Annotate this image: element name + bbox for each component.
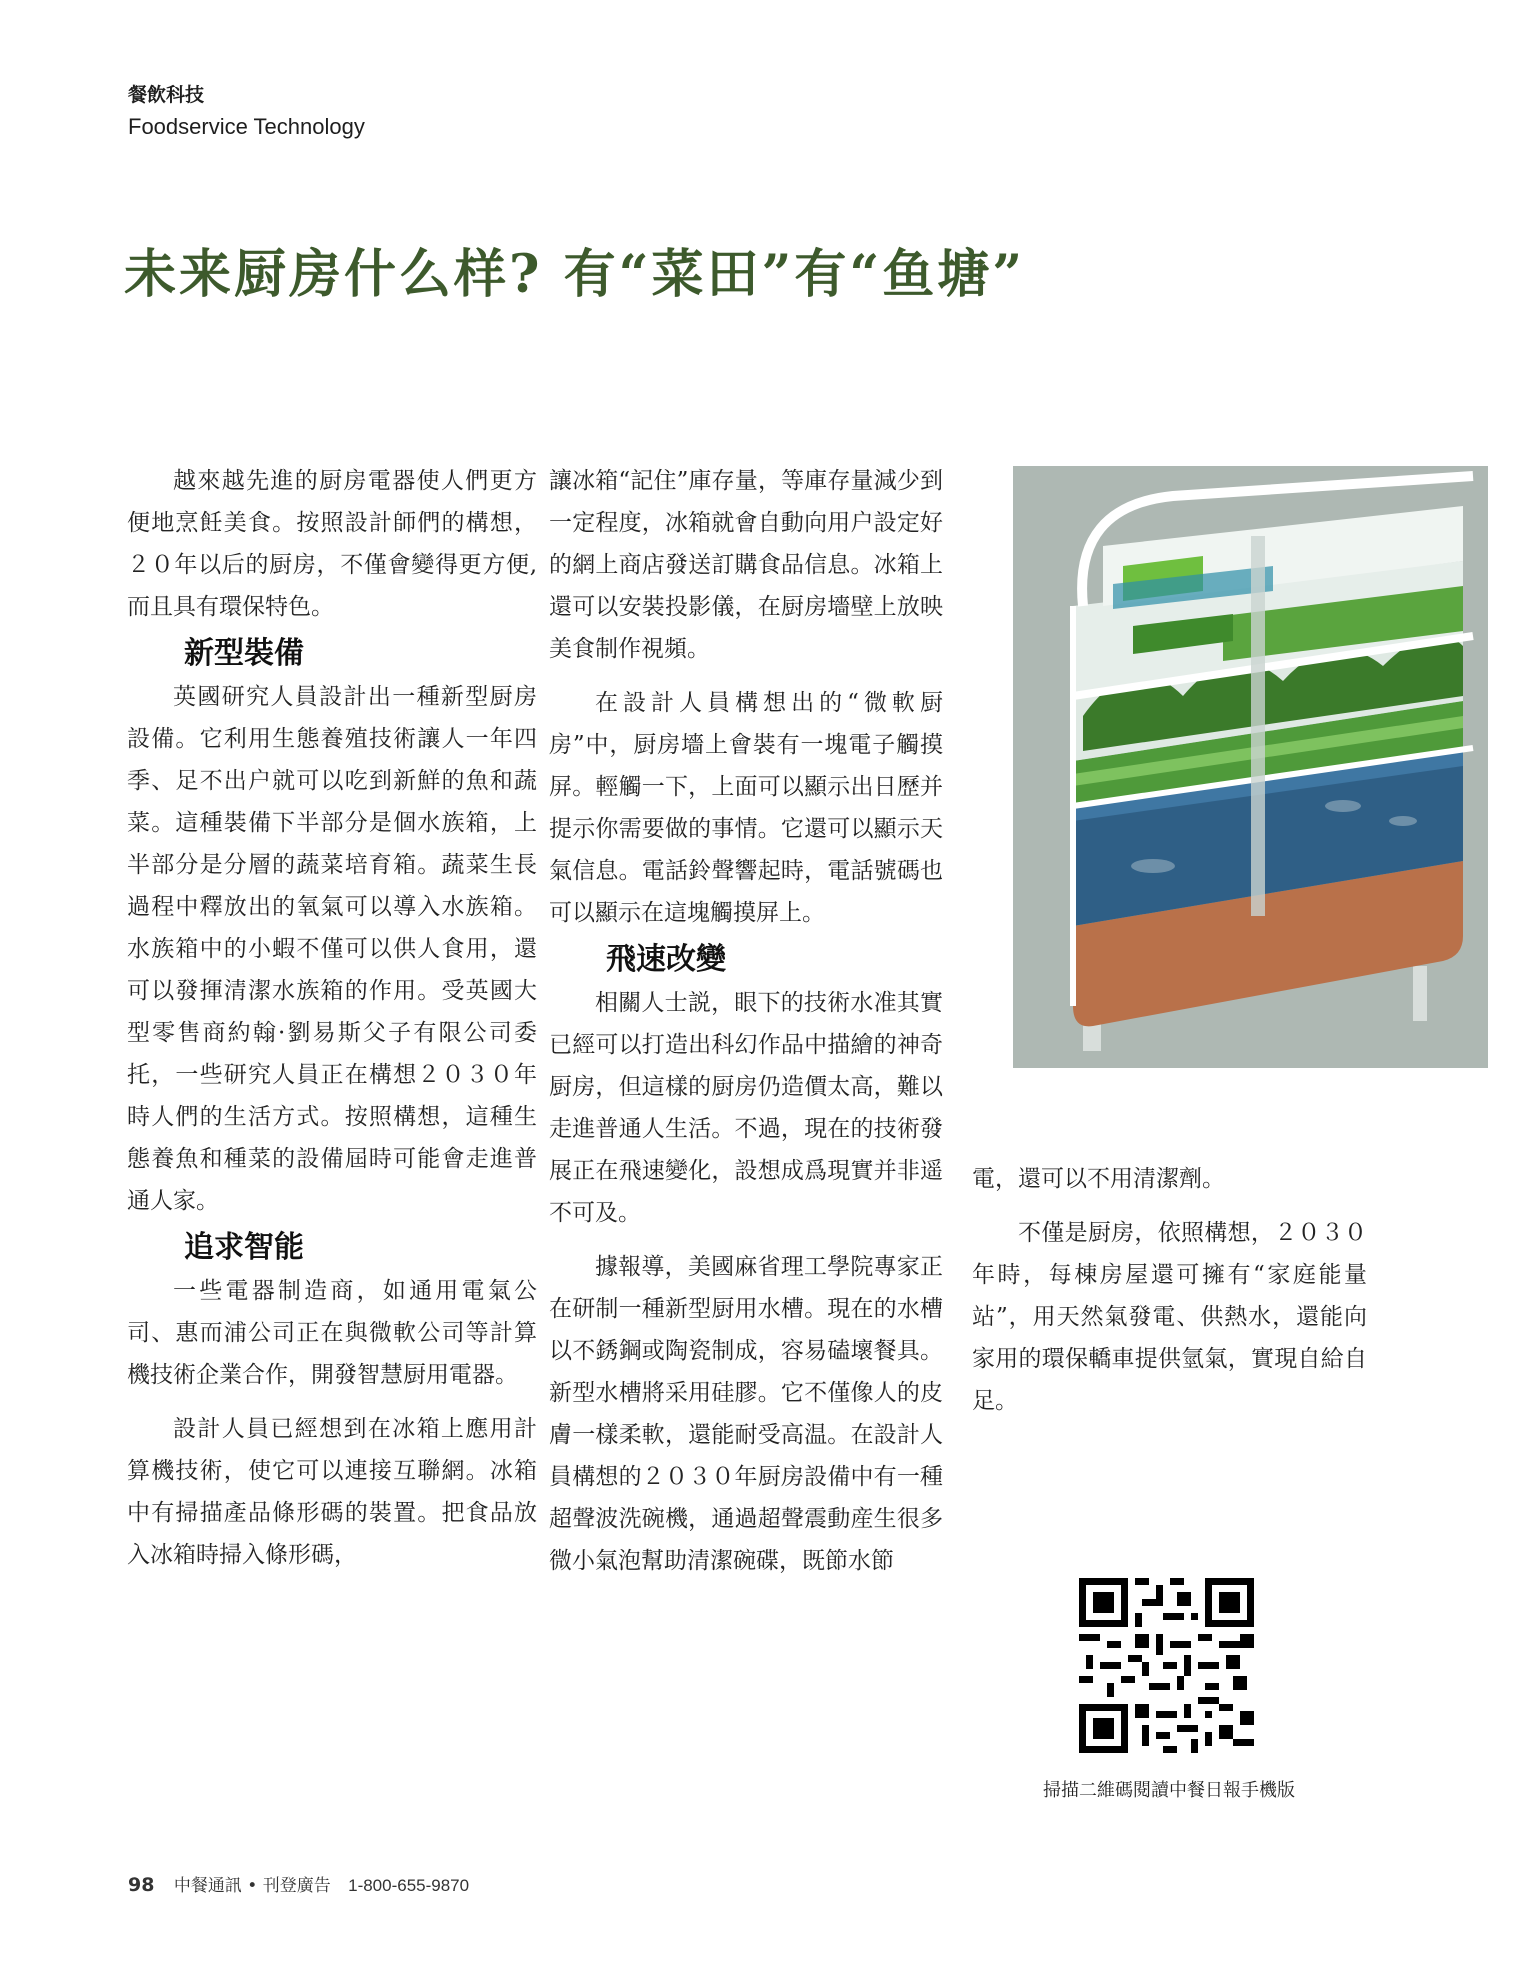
article-column-1 bbox=[127, 460, 537, 1576]
page-number: 98 bbox=[128, 1874, 155, 1896]
paragraph: 不僅是厨房，依照構想，２０３０年時，每棟房屋還可擁有“家庭能量站”，用天然氣發電、供熱水，還能向家用的環保轎車提供氫氣，實現自給自足。 bbox=[972, 1220, 1367, 1414]
page-footer bbox=[128, 1871, 469, 1896]
intro-paragraph: 越來越先進的厨房電器使人們更方便地烹飪美食。按照設計師們的構想，２０年以后的厨房，不僅會變得更方便,而且具有環保特色。 bbox=[127, 468, 537, 620]
section-label-zh: 餐飲科技 bbox=[128, 84, 205, 106]
qr-caption: 掃描二維碼閱讀中餐日報手機版 bbox=[1043, 1780, 1295, 1801]
publication-name: 中餐通訊 • 刊登廣告 bbox=[173, 1876, 331, 1896]
paragraph: 據報導，美國麻省理工學院專家正在研制一種新型厨用水槽。現在的水槽以不銹鋼或陶瓷制成，容易磕壞餐具。新型水槽將采用硅膠。它不僅像人的皮膚一樣柔軟，還能耐受高温。在設計人員構想的２０３０年厨房設備中有一種超聲波洗碗機，通過超聲震動産生很多微小氣泡幫助清潔碗碟，既節水節 bbox=[549, 1254, 943, 1574]
headline: 未来厨房什么样? 有“菜田”有“鱼塘” bbox=[124, 244, 1026, 305]
paragraph: 一些電器制造商，如通用電氣公司、惠而浦公司正在與微軟公司等計算機技術企業合作，開發智慧厨用電器。 bbox=[127, 1278, 537, 1388]
paragraph: 電，還可以不用清潔劑。 bbox=[972, 1166, 1225, 1192]
subhead-smart: 追求智能 bbox=[184, 1230, 304, 1265]
paragraph: 相關人士説，眼下的技術水准其實已經可以打造出科幻作品中描繪的神奇厨房，但這樣的厨房仍造價太高，難以走進普通人生活。不過，現在的技術發展正在飛速變化，設想成爲現實并非遥不可及。 bbox=[549, 990, 943, 1226]
kitchen-ecosystem-photo bbox=[1013, 466, 1488, 1068]
paragraph: 讓冰箱“記住”庫存量，等庫存量減少到一定程度，冰箱就會自動向用户設定好的網上商店發送訂購食品信息。冰箱上還可以安裝投影儀，在厨房墻壁上放映美食制作視頻。 bbox=[549, 468, 943, 662]
article-column-3 bbox=[972, 1158, 1367, 1422]
paragraph: 設計人員已經想到在冰箱上應用計算機技術，使它可以連接互聯網。冰箱中有掃描產品條形碼的裝置。把食品放入冰箱時掃入條形碼， bbox=[127, 1416, 537, 1568]
paragraph: 在設計人員構想出的“微軟厨房”中，厨房墻上會裝有一塊電子觸摸屏。輕觸一下，上面可以顯示出日歷并提示你需要做的事情。它還可以顯示天氣信息。電話鈴聲響起時，電話號碼也可以顯示在這塊觸摸屏上。 bbox=[549, 690, 943, 926]
phone-number: 1-800-655-9870 bbox=[348, 1876, 470, 1895]
article-column-2 bbox=[549, 460, 943, 1582]
paragraph: 英國研究人員設計出一種新型厨房設備。它利用生態養殖技術讓人一年四季、足不出户就可以吃到新鮮的魚和蔬菜。這種裝備下半部分是個水族箱，上半部分是分層的蔬菜培育箱。蔬菜生長過程中釋放出的氧氣可以導入水族箱。水族箱中的小蝦不僅可以供人食用，還可以發揮清潔水族箱的作用。受英國大型零售商約翰·劉易斯父子有限公司委托，一些研究人員正在構想２０３０年時人們的生活方式。按照構想，這種生態養魚和種菜的設備屆時可能會走進普通人家。 bbox=[127, 684, 537, 1214]
subhead-rapid-change: 飛速改變 bbox=[606, 942, 726, 977]
subhead-new-equipment: 新型裝備 bbox=[184, 636, 304, 671]
qr-code[interactable] bbox=[1079, 1578, 1254, 1753]
section-label-en: Foodservice Technology bbox=[128, 114, 365, 139]
